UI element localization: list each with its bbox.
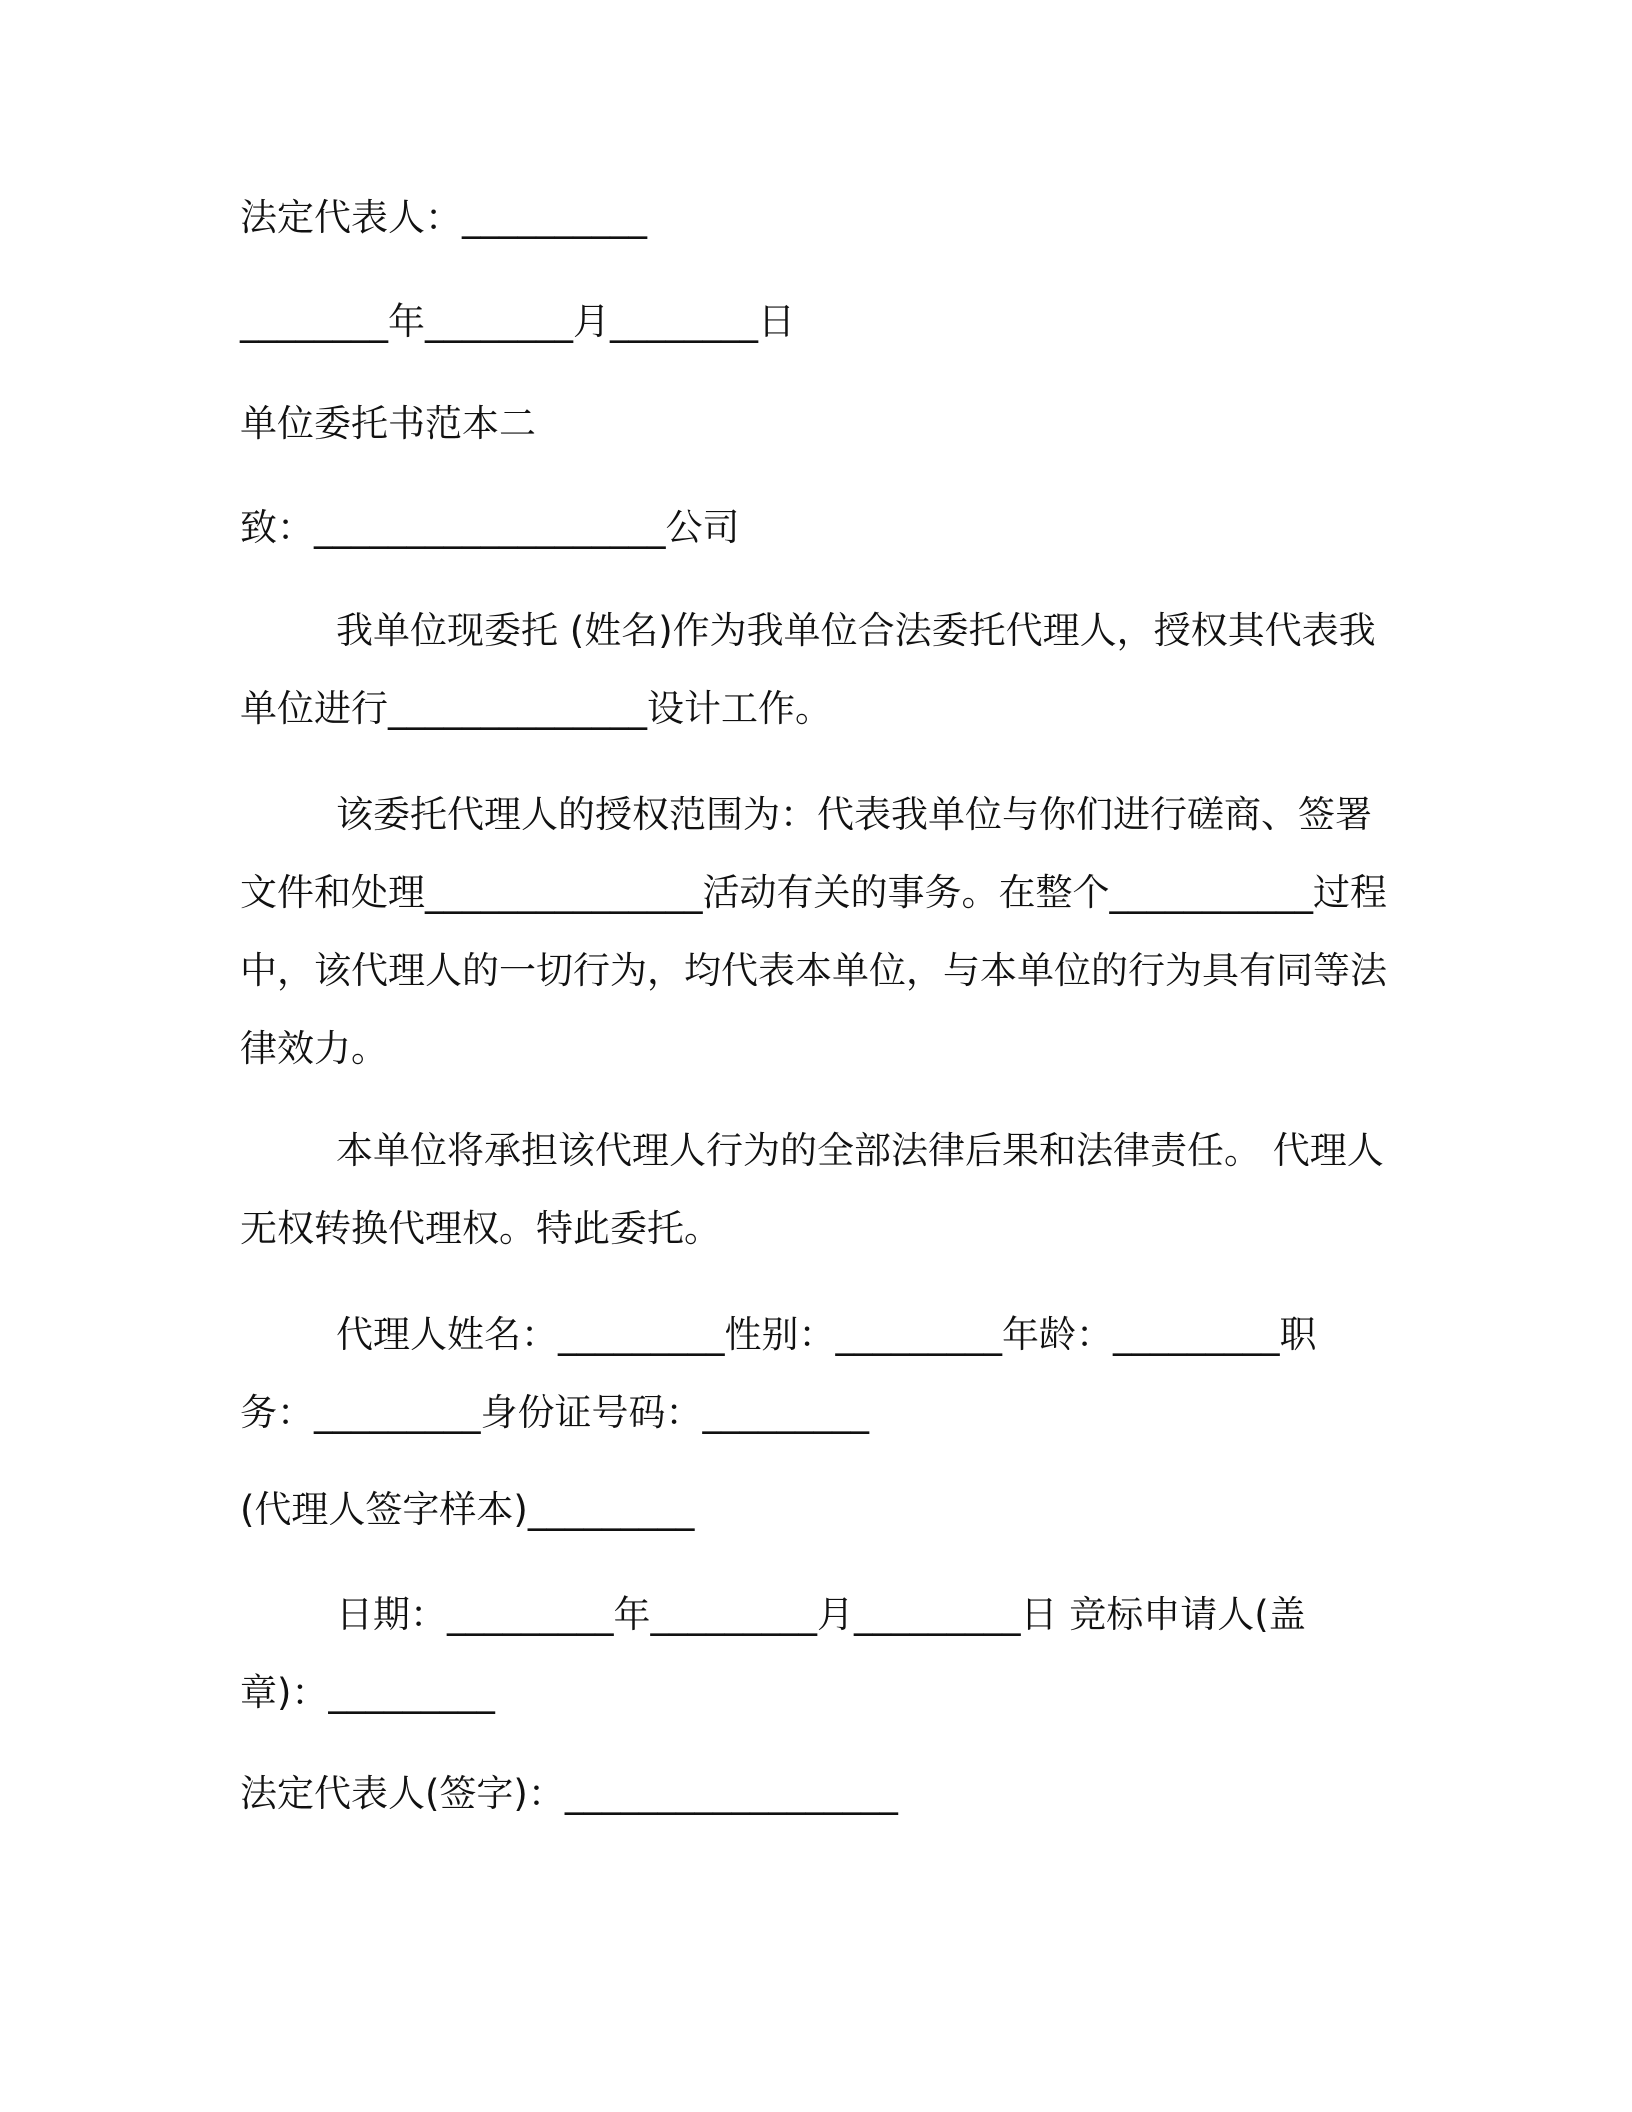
agent-details-line: 代理人姓名：_________性别：_________年龄：_________职务：_________身份证号码：_________ xyxy=(240,1313,1317,1434)
legal-representative-signature-line: 法定代表人(签字)：__________________ xyxy=(240,1772,898,1815)
legal-representative-line: 法定代表人：__________ xyxy=(240,196,647,239)
paragraph-authorization-scope: 该委托代理人的授权范围为：代表我单位与你们进行磋商、签署文件和处理_______________活动有关的事务。在整个___________过程中，该代理人的一切行为，均代表本单位，与本单位的行为具有同等法律效力。 xyxy=(240,793,1387,1070)
date-applicant-line: 日期：_________年_________月_________日 竞标申请人(盖章)：_________ xyxy=(240,1593,1306,1714)
date-line: ________年________月________日 xyxy=(240,300,795,343)
addressee-line: 致：___________________公司 xyxy=(240,506,740,549)
paragraph-appointment: 我单位现委托 (姓名)作为我单位合法委托代理人，授权其代表我单位进行______________设计工作。 xyxy=(240,609,1376,730)
section-heading: 单位委托书范本二 xyxy=(240,402,536,445)
paragraph-2-block xyxy=(240,776,1390,1088)
signature-sample-line: (代理人签字样本)_________ xyxy=(240,1488,695,1531)
paragraph-5-block xyxy=(240,1576,1390,1732)
paragraph-3-block xyxy=(240,1112,1390,1268)
paragraph-liability: 本单位将承担该代理人行为的全部法律后果和法律责任。 代理人无权转换代理权。特此委托。 xyxy=(240,1129,1384,1250)
paragraph-4-block xyxy=(240,1296,1390,1452)
paragraph-1-block xyxy=(240,592,1390,748)
